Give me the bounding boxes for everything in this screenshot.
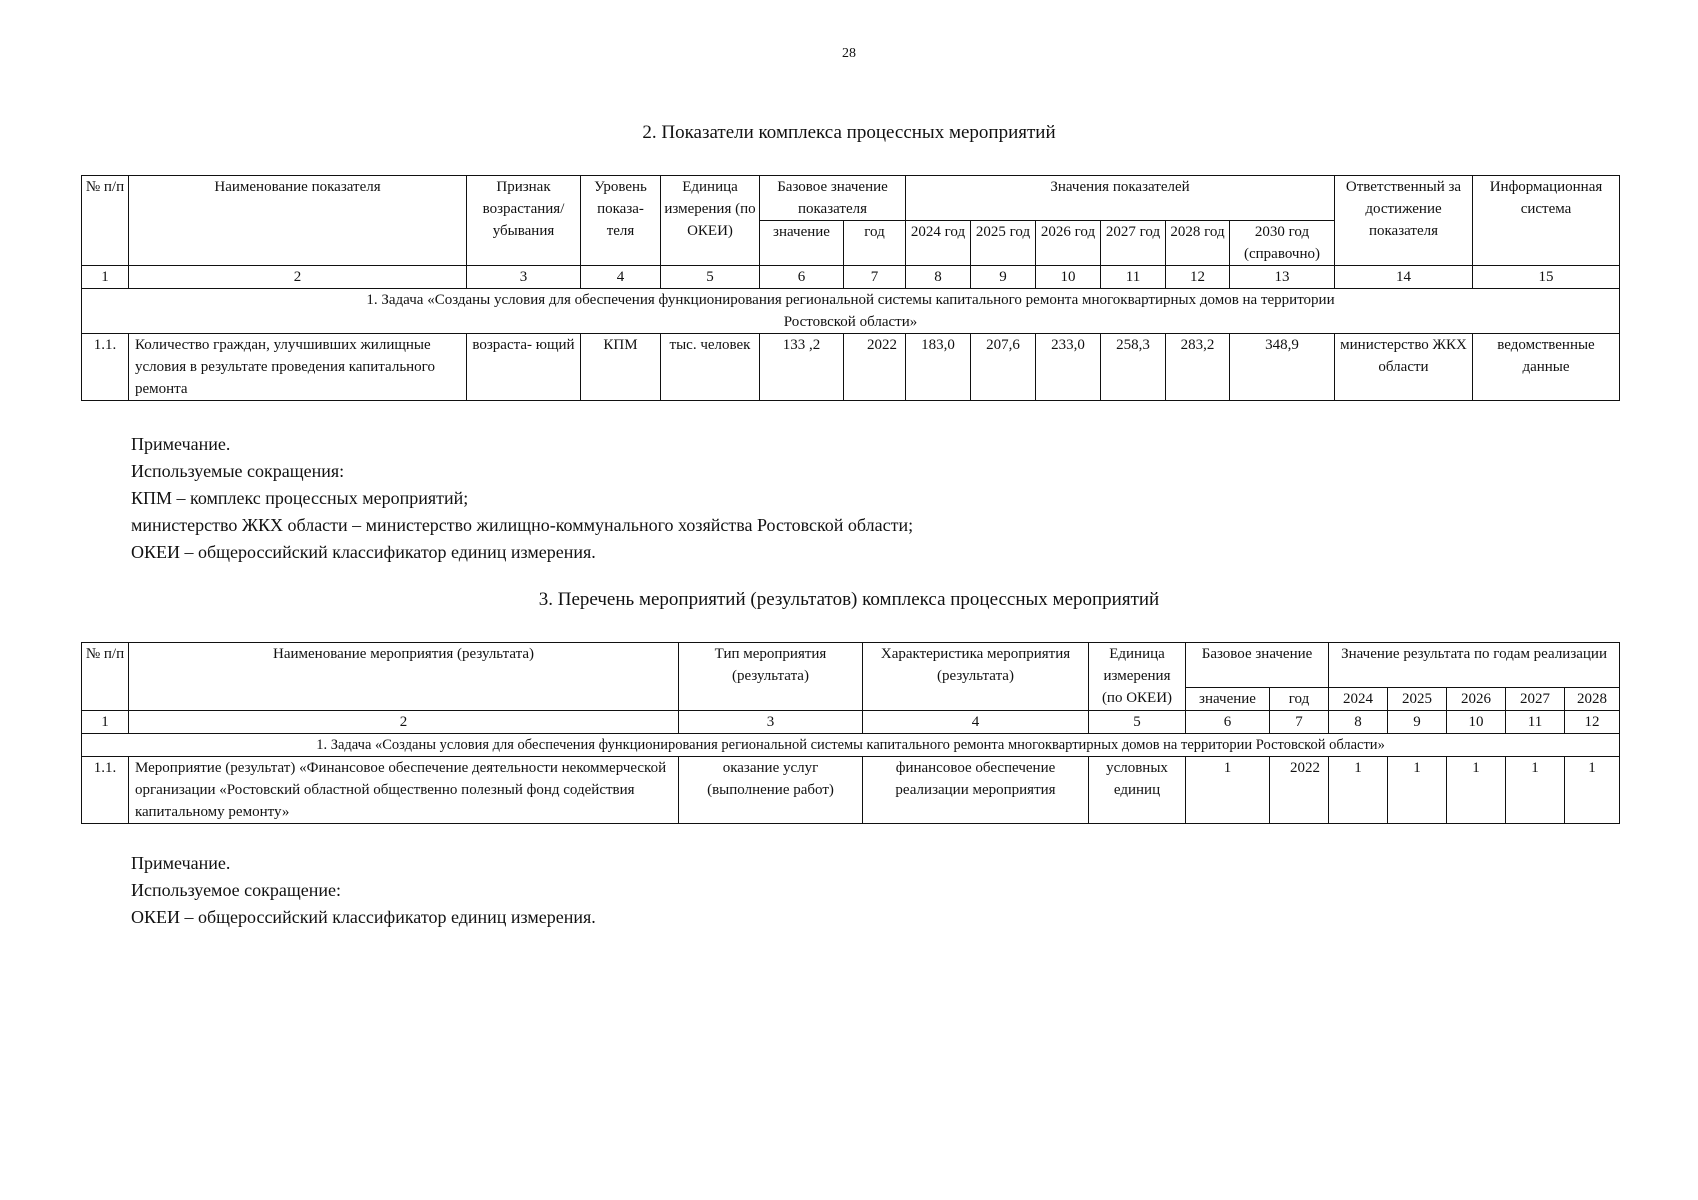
header-level: Уровень показа- теля — [581, 176, 661, 266]
indicator-responsible: министерство ЖКХ области — [1335, 334, 1473, 401]
header-year-2028: 2028 год — [1166, 221, 1230, 266]
measure-base-year: 2022 — [1270, 757, 1329, 824]
header-values: Значение результата по годам реализации — [1329, 643, 1620, 688]
header-base-year: год — [844, 221, 906, 266]
header-year-2027: 2027 — [1506, 688, 1565, 711]
col-number: 10 — [1036, 266, 1101, 289]
header-year-2030: 2030 год (справочно) — [1230, 221, 1335, 266]
col-number: 5 — [1089, 711, 1186, 734]
note-subtitle: Используемые сокращения: — [131, 461, 345, 481]
col-number: 9 — [971, 266, 1036, 289]
indicator-value-2024: 183,0 — [906, 334, 971, 401]
page-number: 28 — [842, 46, 856, 61]
col-number: 8 — [906, 266, 971, 289]
header-info-system: Информационная система — [1473, 176, 1620, 266]
col-number: 7 — [1270, 711, 1329, 734]
col-number: 3 — [467, 266, 581, 289]
indicator-value-2027: 258,3 — [1101, 334, 1166, 401]
note-1 — [131, 431, 913, 566]
col-number: 4 — [863, 711, 1089, 734]
col-number: 6 — [760, 266, 844, 289]
header-name: Наименование мероприятия (результата) — [129, 643, 679, 711]
header-num: № п/п — [82, 643, 129, 711]
col-number: 9 — [1388, 711, 1447, 734]
header-year-2024: 2024 год — [906, 221, 971, 266]
indicator-base-value: 133 ,2 — [760, 334, 844, 401]
col-number: 15 — [1473, 266, 1620, 289]
measure-characteristic: финансовое обеспечение реализации мероприятия — [863, 757, 1089, 824]
indicator-trend: возраста- ющий — [467, 334, 581, 401]
col-number: 11 — [1101, 266, 1166, 289]
measure-value-2027: 1 — [1506, 757, 1565, 824]
indicator-unit: тыс. человек — [661, 334, 760, 401]
task-row: 1. Задача «Созданы условия для обеспечения функционирования региональной системы капитального ремонта многоквартирных домов на территории Ростовской области» — [82, 734, 1620, 757]
header-base-value: значение — [760, 221, 844, 266]
col-number: 14 — [1335, 266, 1473, 289]
col-number: 2 — [129, 711, 679, 734]
header-responsible: Ответственный за достижение показателя — [1335, 176, 1473, 266]
header-base: Базовое значение показателя — [760, 176, 906, 221]
measure-unit: условных единиц — [1089, 757, 1186, 824]
note-2 — [131, 850, 596, 931]
header-year-2026: 2026 — [1447, 688, 1506, 711]
indicator-value-2028: 283,2 — [1166, 334, 1230, 401]
header-year-2028: 2028 — [1565, 688, 1620, 711]
col-number: 7 — [844, 266, 906, 289]
col-number: 6 — [1186, 711, 1270, 734]
indicator-level: КПМ — [581, 334, 661, 401]
col-number: 5 — [661, 266, 760, 289]
section-2-heading: 2. Показатели комплекса процессных мероприятий — [642, 122, 1056, 143]
header-unit: Единица измерения (по ОКЕИ) — [661, 176, 760, 266]
header-name: Наименование показателя — [129, 176, 467, 266]
header-base-value: значение — [1186, 688, 1270, 711]
header-unit: Единица измерения (по ОКЕИ) — [1089, 643, 1186, 711]
header-values: Значения показателей — [906, 176, 1335, 221]
col-number: 8 — [1329, 711, 1388, 734]
header-year-2025: 2025 год — [971, 221, 1036, 266]
measure-value-2026: 1 — [1447, 757, 1506, 824]
header-base-year: год — [1270, 688, 1329, 711]
col-number: 1 — [82, 711, 129, 734]
measure-type: оказание услуг (выполнение работ) — [679, 757, 863, 824]
row-num: 1.1. — [82, 334, 129, 401]
header-trend: Признак возрастания/ убывания — [467, 176, 581, 266]
header-characteristic: Характеристика мероприятия (результата) — [863, 643, 1089, 711]
measures-table — [81, 642, 1620, 824]
measure-value-2024: 1 — [1329, 757, 1388, 824]
col-number: 2 — [129, 266, 467, 289]
col-number: 3 — [679, 711, 863, 734]
indicator-value-2025: 207,6 — [971, 334, 1036, 401]
section-3-heading: 3. Перечень мероприятий (результатов) комплекса процессных мероприятий — [538, 589, 1160, 610]
task-row: 1. Задача «Созданы условия для обеспечения функционирования региональной системы капитального ремонта многоквартирных домов на территории Ростовской области» — [82, 289, 1620, 334]
note-line: КПМ – комплекс процессных мероприятий; — [131, 488, 469, 508]
measure-value-2028: 1 — [1565, 757, 1620, 824]
col-number: 12 — [1166, 266, 1230, 289]
indicator-name: Количество граждан, улучшивших жилищные условия в результате проведения капитального ремонта — [129, 334, 467, 401]
col-number: 11 — [1506, 711, 1565, 734]
indicator-value-2030: 348,9 — [1230, 334, 1335, 401]
indicator-value-2026: 233,0 — [1036, 334, 1101, 401]
col-number: 4 — [581, 266, 661, 289]
note-line: ОКЕИ – общероссийский классификатор единиц измерения. — [131, 542, 596, 562]
indicator-info-system: ведомственные данные — [1473, 334, 1620, 401]
header-num: № п/п — [82, 176, 129, 266]
col-number: 10 — [1447, 711, 1506, 734]
header-type: Тип мероприятия (результата) — [679, 643, 863, 711]
header-year-2027: 2027 год — [1101, 221, 1166, 266]
row-num: 1.1. — [82, 757, 129, 824]
col-number: 13 — [1230, 266, 1335, 289]
note-title: Примечание. — [131, 853, 231, 873]
header-year-2025: 2025 — [1388, 688, 1447, 711]
col-number: 12 — [1565, 711, 1620, 734]
measure-base-value: 1 — [1186, 757, 1270, 824]
note-subtitle: Используемое сокращение: — [131, 880, 341, 900]
header-year-2024: 2024 — [1329, 688, 1388, 711]
measure-name: Мероприятие (результат) «Финансовое обеспечение деятельности некоммерческой организации «Ростовский областной общественно полезный фонд содействия капитальному ремонту» — [129, 757, 679, 824]
header-year-2026: 2026 год — [1036, 221, 1101, 266]
indicators-table — [81, 175, 1620, 401]
note-line: министерство ЖКХ области – министерство жилищно-коммунального хозяйства Ростовской области; — [131, 515, 914, 535]
note-title: Примечание. — [131, 434, 231, 454]
note-line: ОКЕИ – общероссийский классификатор единиц измерения. — [131, 907, 596, 927]
measure-value-2025: 1 — [1388, 757, 1447, 824]
indicator-base-year: 2022 — [844, 334, 906, 401]
header-base: Базовое значение — [1186, 643, 1329, 688]
col-number: 1 — [82, 266, 129, 289]
